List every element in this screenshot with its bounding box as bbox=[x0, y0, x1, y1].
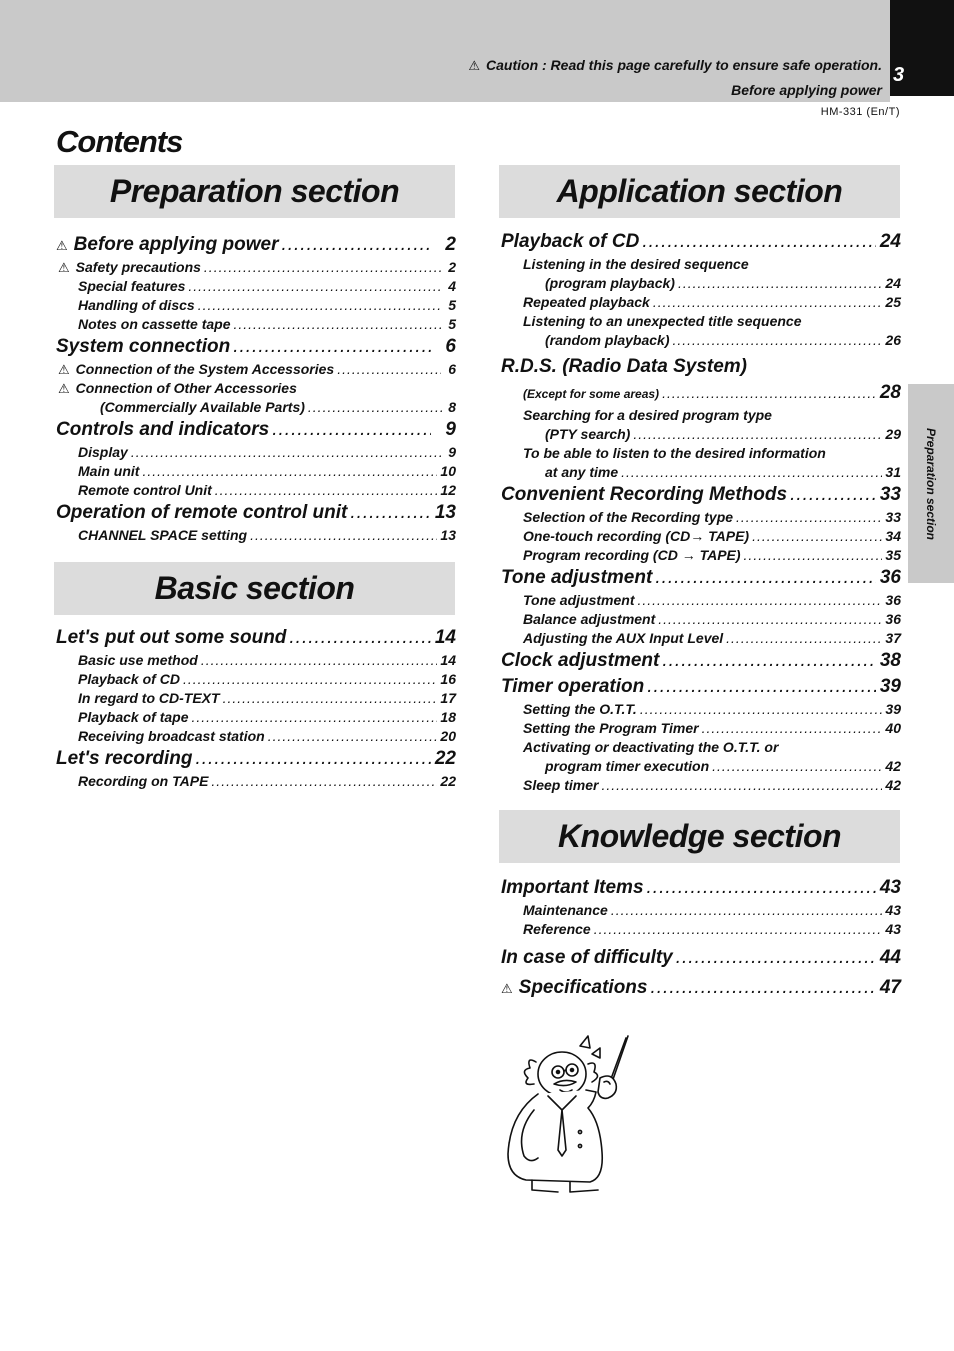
toc-entry[interactable]: Special features ..... 4 bbox=[56, 277, 456, 296]
page-number: 3 bbox=[893, 64, 905, 86]
toc-entry[interactable]: Setting the Program Timer ..... 40 bbox=[501, 719, 901, 738]
toc-entry[interactable]: Receiving broadcast station ..... 20 bbox=[56, 727, 456, 746]
toc-entry[interactable]: ⚠ Safety precautions ..... 2 bbox=[56, 258, 456, 277]
toc-entry[interactable]: System connection ..... 6 bbox=[56, 334, 456, 360]
toc-entry[interactable]: Program recording (CD → TAPE) ..... 35 bbox=[501, 546, 901, 565]
toc-entry[interactable]: Sleep timer ..... 42 bbox=[501, 776, 901, 795]
warning-triangle-icon: ⚠ bbox=[56, 238, 68, 253]
preparation-section-heading: Preparation section bbox=[54, 165, 455, 218]
warning-triangle-icon: ⚠ bbox=[58, 381, 70, 396]
knowledge-toc bbox=[501, 875, 901, 1001]
toc-entry[interactable]: In case of difficulty ..... 44 bbox=[501, 945, 901, 971]
model-number: HM-331 (En/T) bbox=[820, 106, 900, 118]
toc-entry[interactable]: Repeated playback ..... 25 bbox=[501, 293, 901, 312]
toc-entry[interactable]: (Except for some areas) ..... 28 bbox=[501, 380, 901, 406]
toc-entry-line1[interactable]: Listening in the desired sequence bbox=[523, 256, 749, 272]
toc-entry[interactable]: Playback of CD ..... 24 bbox=[501, 229, 901, 255]
basic-section-heading: Basic section bbox=[54, 562, 455, 615]
toc-entry[interactable]: Selection of the Recording type ..... 33 bbox=[501, 508, 901, 527]
toc-entry-line1[interactable]: Searching for a desired program type bbox=[523, 407, 772, 423]
warning-triangle-icon: ⚠ bbox=[468, 58, 481, 73]
warning-triangle-icon: ⚠ bbox=[58, 260, 70, 275]
toc-entry[interactable]: ⚠ Connection of the System Accessories ..... 6 bbox=[56, 360, 456, 379]
toc-entry[interactable]: Let's put out some sound ..... 14 bbox=[56, 625, 456, 651]
toc-entry[interactable]: Reference ..... 43 bbox=[501, 920, 901, 939]
toc-entry-line1[interactable]: To be able to listen to the desired information bbox=[523, 445, 826, 461]
toc-entry[interactable]: Display ..... 9 bbox=[56, 443, 456, 462]
header-subtitle: Before applying power bbox=[731, 82, 882, 98]
professor-mascot-icon bbox=[500, 1032, 640, 1197]
caution-text: Caution : Read this page carefully to ensure safe operation. bbox=[486, 57, 882, 73]
toc-entry[interactable]: Main unit ..... 10 bbox=[56, 462, 456, 481]
toc-entry[interactable]: Tone adjustment ..... 36 bbox=[501, 591, 901, 610]
toc-entry[interactable]: Setting the O.T.T. ..... 39 bbox=[501, 700, 901, 719]
knowledge-section-heading: Knowledge section bbox=[499, 810, 900, 863]
toc-entry-line2[interactable]: (Commercially Available Parts) ..... 8 bbox=[56, 398, 456, 417]
toc-entry-line1[interactable]: Listening to an unexpected title sequence bbox=[523, 313, 802, 329]
side-tab bbox=[908, 384, 954, 583]
toc-entry[interactable]: In regard to CD-TEXT ..... 17 bbox=[56, 689, 456, 708]
toc-entry[interactable]: Remote control Unit ..... 12 bbox=[56, 481, 456, 500]
basic-toc bbox=[56, 625, 456, 791]
toc-entry[interactable]: Handling of discs ..... 5 bbox=[56, 296, 456, 315]
toc-entry[interactable]: Tone adjustment ..... 36 bbox=[501, 565, 901, 591]
contents-title: Contents bbox=[56, 124, 183, 159]
toc-entry[interactable]: ⚠ Before applying power ..... 2 bbox=[56, 232, 456, 258]
toc-entry[interactable]: R.D.S. (Radio Data System) bbox=[501, 356, 747, 377]
toc-entry[interactable]: Let's recording ..... 22 bbox=[56, 746, 456, 772]
toc-entry[interactable]: Clock adjustment ..... 38 bbox=[501, 648, 901, 674]
toc-entry[interactable]: Basic use method ..... 14 bbox=[56, 651, 456, 670]
application-toc bbox=[501, 229, 901, 795]
side-tab-label: Preparation section bbox=[924, 427, 938, 540]
toc-entry[interactable]: Important Items ..... 43 bbox=[501, 875, 901, 901]
toc-entry-line1[interactable]: Activating or deactivating the O.T.T. or bbox=[523, 739, 779, 755]
toc-entry[interactable]: Adjusting the AUX Input Level ..... 37 bbox=[501, 629, 901, 648]
toc-entry[interactable]: Controls and indicators ..... 9 bbox=[56, 417, 456, 443]
toc-entry[interactable]: One-touch recording (CD→ TAPE) ..... 34 bbox=[501, 527, 901, 546]
toc-entry[interactable]: Playback of CD ..... 16 bbox=[56, 670, 456, 689]
toc-entry[interactable]: Balance adjustment ..... 36 bbox=[501, 610, 901, 629]
toc-entry[interactable]: CHANNEL SPACE setting ..... 13 bbox=[56, 526, 456, 545]
toc-entry-line2[interactable]: (random playback) ..... 26 bbox=[501, 331, 901, 350]
toc-entry-line2[interactable]: (program playback) ..... 24 bbox=[501, 274, 901, 293]
caution-note bbox=[468, 53, 882, 103]
toc-entry[interactable]: Convenient Recording Methods ..... 33 bbox=[501, 482, 901, 508]
toc-entry[interactable]: Operation of remote control unit ..... 13 bbox=[56, 500, 456, 526]
application-section-heading: Application section bbox=[499, 165, 900, 218]
preparation-toc bbox=[56, 232, 456, 545]
toc-entry[interactable]: ⚠ Specifications ..... 47 bbox=[501, 975, 901, 1001]
toc-entry-line2[interactable]: program timer execution ..... 42 bbox=[501, 757, 901, 776]
toc-entry[interactable]: Playback of tape ..... 18 bbox=[56, 708, 456, 727]
toc-entry[interactable]: Notes on cassette tape ..... 5 bbox=[56, 315, 456, 334]
toc-entry[interactable]: Timer operation ..... 39 bbox=[501, 674, 901, 700]
warning-triangle-icon: ⚠ bbox=[58, 362, 70, 377]
toc-entry[interactable]: Maintenance ..... 43 bbox=[501, 901, 901, 920]
toc-entry[interactable]: Recording on TAPE ..... 22 bbox=[56, 772, 456, 791]
toc-entry-line1[interactable]: ⚠ Connection of Other Accessories bbox=[58, 380, 297, 396]
toc-entry-line2[interactable]: (PTY search) ..... 29 bbox=[501, 425, 901, 444]
warning-triangle-icon: ⚠ bbox=[501, 981, 513, 996]
toc-entry-line2[interactable]: at any time ..... 31 bbox=[501, 463, 901, 482]
